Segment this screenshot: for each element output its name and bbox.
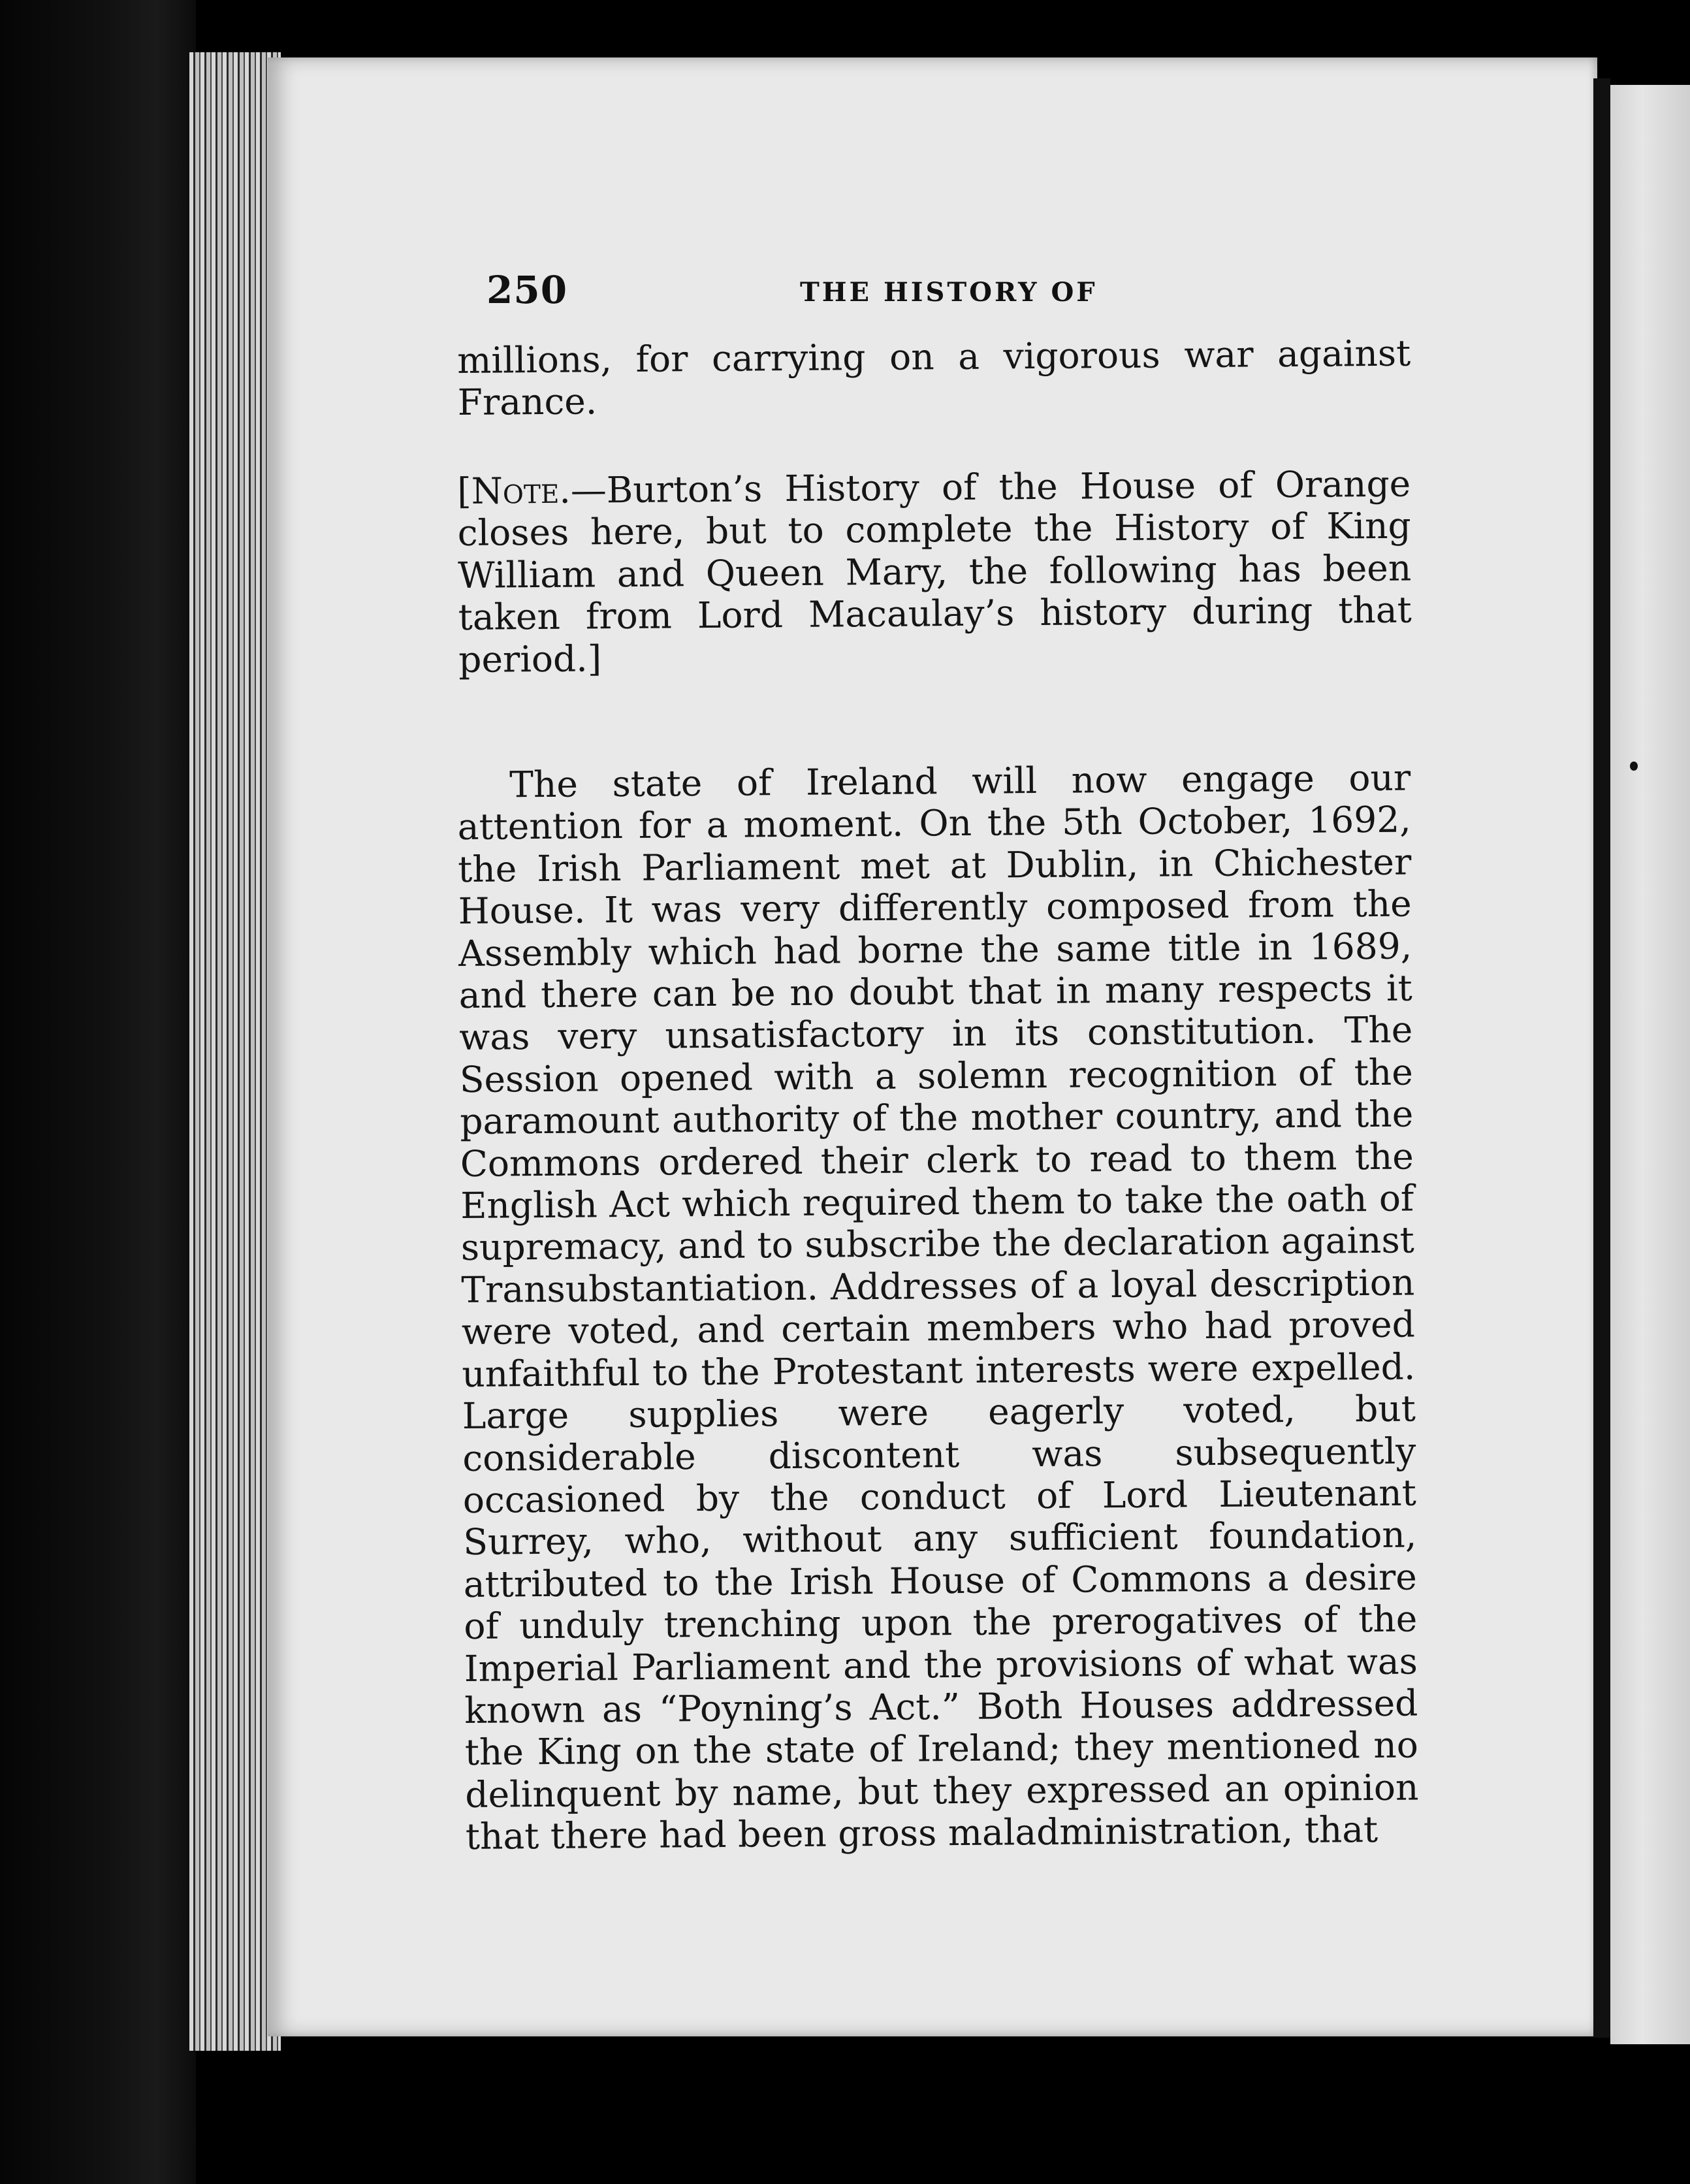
note-paragraph: [457, 463, 1412, 681]
book-binding: [1593, 78, 1610, 2038]
note-label: Note.: [471, 469, 571, 512]
page-number: 250: [486, 268, 568, 312]
book-page-edges: [189, 52, 281, 2051]
main-paragraph: [457, 757, 1419, 1858]
ink-speck: [1630, 762, 1638, 771]
scan-left-margin: [0, 0, 196, 2184]
continuation-text: millions, for carrying on a vigorous war against France.: [457, 332, 1411, 424]
page-header: [486, 268, 1401, 313]
facing-page-edge: [1610, 85, 1690, 2044]
note-text: —Burton’s History of the House of Orange closes here, but to complete the History of King William and Queen Mary, the following has been taken from Lord Macaulay’s history during that period.]: [457, 462, 1412, 681]
main-text: The state of Ireland will now engage our attention for a moment. On the 5th October, 1692, the Irish Parliament met at Dublin, in Chichester House. It was very differently composed from the Assembly which had borne the same title in 1689, and there can be no doubt that in many respects it was very unsatisfactory in its constitution. The Session opened with a solemn recognition of the paramount authority of the mother country, and the Commons ordered their clerk to read to them the English Act which required them to take the oath of supremacy, and to subscribe the declaration against Transubstantiation. Addresses of a loyal description were voted, and certain members who had proved unfaithful to the Protestant interests were expelled. Large supplies were eagerly voted, but considerable discontent was subsequently occasioned by the conduct of Lord Lieutenant Surrey, who, without any sufficient foundation, attributed to the Irish House of Commons a desire of unduly trenching upon the prerogatives of the Imperial Parliament and the provisions of what was known as “Poyning’s Act.” Both Houses addressed the King on the state of Ireland; they mentioned no delinquent by name, but they expressed an opinion that there had been gross maladministration, that: [457, 756, 1419, 1858]
note-open-bracket: [: [457, 470, 471, 512]
running-head: THE HISTORY OF: [800, 277, 1098, 308]
continuation-paragraph: [457, 332, 1411, 424]
